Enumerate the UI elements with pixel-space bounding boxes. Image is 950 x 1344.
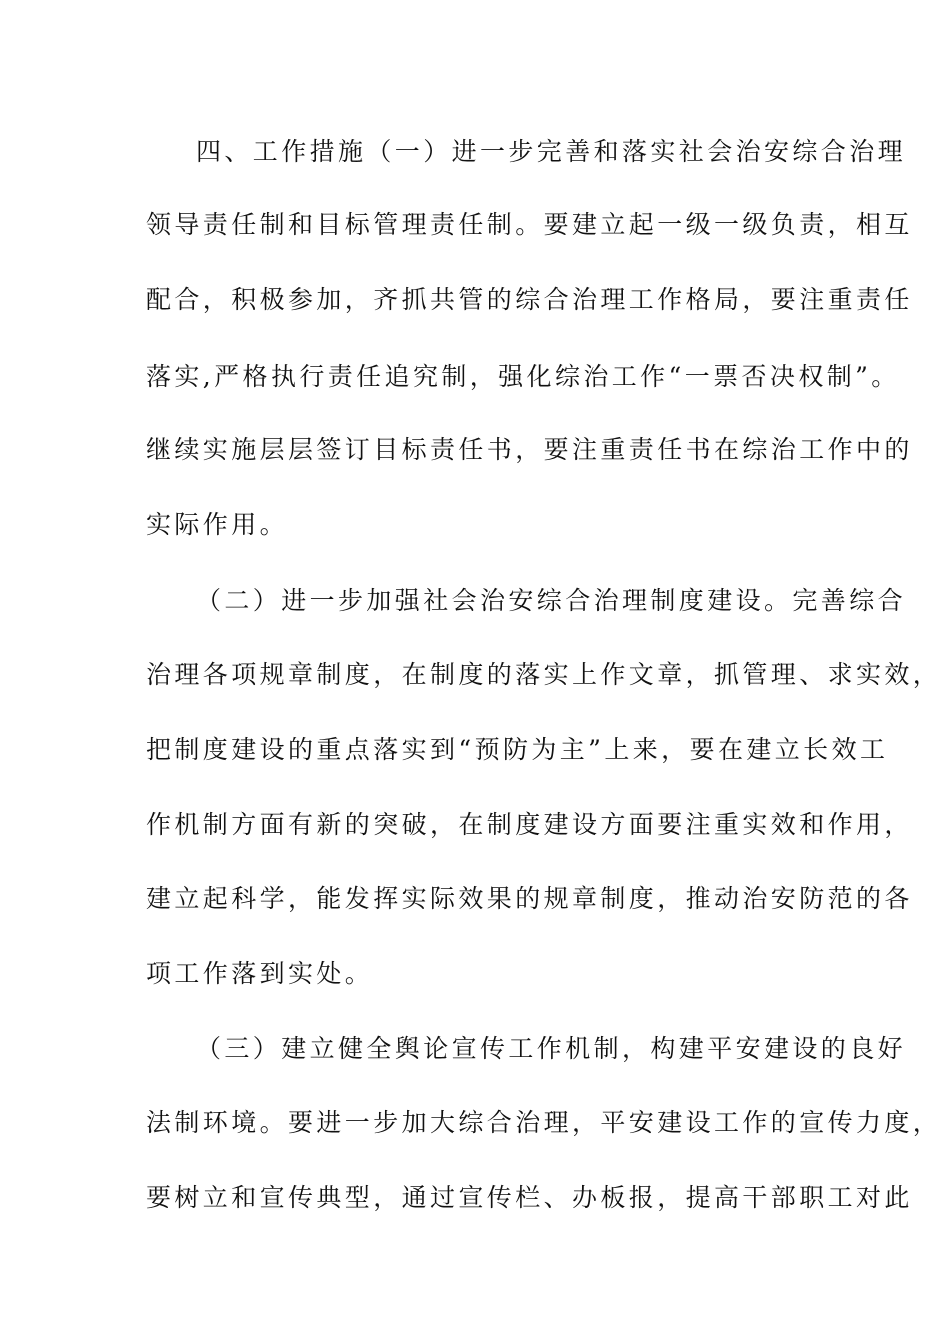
text-line: 四、工作措施（一）进一步完善和落实社会治安综合治理 xyxy=(196,137,907,166)
text-line: 作机制方面有新的突破，在制度建设方面要注重实效和作用， xyxy=(146,810,913,839)
text-line: 治理各项规章制度，在制度的落实上作文章，抓管理、求实效， xyxy=(146,660,942,689)
text-line: 把制度建设的重点落实到“预防为主”上来，要在建立长效工 xyxy=(146,735,889,764)
text-line: 法制环境。要进一步加大综合治理，平安建设工作的宣传力度， xyxy=(146,1108,942,1137)
text-line: （二）进一步加强社会治安综合治理制度建设。完善综合 xyxy=(196,586,907,615)
text-line: 领导责任制和目标管理责任制。要建立起一级一级负责，相互 xyxy=(146,210,913,239)
text-line: 要树立和宣传典型，通过宣传栏、办板报，提高干部职工对此 xyxy=(146,1183,913,1212)
text-line: 实际作用。 xyxy=(146,510,289,539)
text-line: 继续实施层层签订目标责任书，要注重责任书在综治工作中的 xyxy=(146,435,913,464)
text-line: 项工作落到实处。 xyxy=(146,959,374,988)
text-line: 落实,严格执行责任追究制，强化综治工作“一票否决权制”。 xyxy=(146,362,900,391)
text-line: 建立起科学，能发挥实际效果的规章制度，推动治安防范的各 xyxy=(146,884,913,913)
text-line: 配合，积极参加，齐抓共管的综合治理工作格局，要注重责任 xyxy=(146,285,913,314)
text-line: （三）建立健全舆论宣传工作机制，构建平安建设的良好 xyxy=(196,1034,907,1063)
